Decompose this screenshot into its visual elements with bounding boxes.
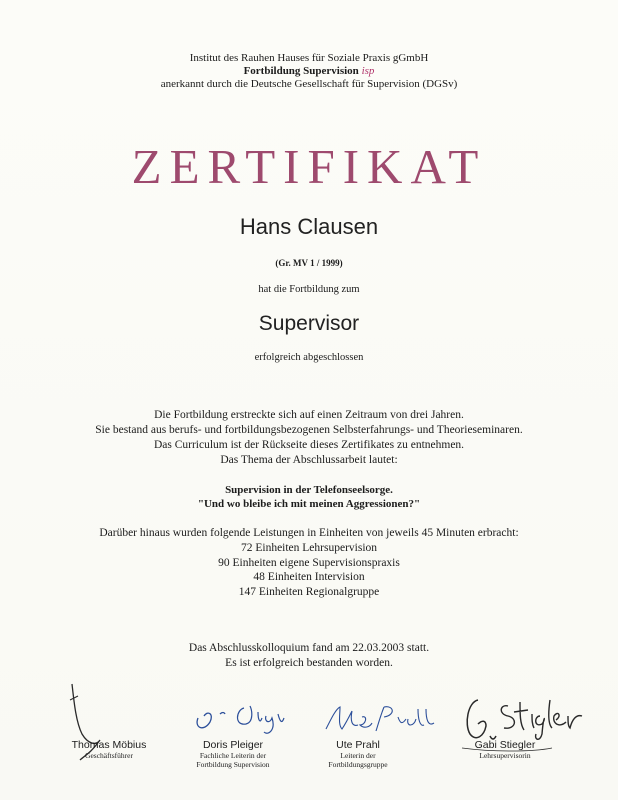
- program-name: Fortbildung Supervision: [243, 65, 359, 77]
- signatory-name: Ute Prahl: [336, 739, 380, 751]
- units-item: 90 Einheiten eigene Supervisionspraxis: [218, 557, 400, 569]
- program-suffix: isp: [361, 65, 375, 77]
- signatory-name: Thomas Möbius: [71, 739, 147, 751]
- signatory-role: Leiterin der: [340, 751, 376, 760]
- units-item: 48 Einheiten Intervision: [253, 571, 365, 583]
- holder-name: Hans Clausen: [239, 214, 379, 239]
- signatory-moebius: [54, 739, 164, 760]
- signatory-role-2: Fortbildungsgruppe: [328, 760, 388, 769]
- signatory-role: Lehrsupervisorin: [479, 751, 531, 760]
- description-line-3: Das Curriculum ist der Rückseite dieses Zertifikates zu entnehmen.: [153, 439, 465, 451]
- thesis-line-1: Supervision in der Telefonseelsorge.: [225, 484, 393, 496]
- signatory-stiegler: [450, 739, 560, 760]
- recognition-line: anerkannt durch die Deutsche Gesellschaft für Supervision (DGSv): [160, 78, 458, 90]
- signatory-role: Geschäftsführer: [85, 751, 133, 760]
- signatory-prahl: [308, 739, 408, 769]
- completed-outro: erfolgreich abgeschlossen: [254, 352, 364, 363]
- signatory-pleiger: [178, 739, 288, 769]
- completed-intro: hat die Fortbildung zum: [258, 284, 360, 295]
- signatory-role: Fachliche Leiterin der: [199, 751, 267, 760]
- units-item: 72 Einheiten Lehrsupervision: [240, 542, 378, 554]
- description-line-1: Die Fortbildung erstreckte sich auf einen Zeitraum von drei Jahren.: [154, 409, 464, 421]
- units-intro: Darüber hinaus wurden folgende Leistungen in Einheiten von jeweils 45 Minuten erbracht:: [99, 527, 519, 539]
- signatory-name: Gabi Stiegler: [474, 739, 536, 751]
- signature-pleiger: [192, 700, 302, 740]
- role-title: Supervisor: [258, 312, 360, 335]
- description-line-2: Sie bestand aus berufs- und fortbildungsbezogenen Selbsterfahrungs- und Theorieseminaren.: [95, 424, 523, 436]
- signature-prahl: [322, 703, 442, 737]
- certificate-title: ZERTIFIKAT: [131, 139, 487, 194]
- institute-name: Institut des Rauhen Hauses für Soziale Praxis gGmbH: [189, 52, 429, 64]
- thesis-line-2: "Und wo bleibe ich mit meinen Aggressionen?": [197, 498, 421, 510]
- colloquium-line-2: Es ist erfolgreich bestanden worden.: [225, 657, 393, 669]
- signatory-name: Doris Pleiger: [202, 739, 264, 751]
- colloquium-line-1: Das Abschlusskolloquium fand am 22.03.2003 statt.: [188, 642, 430, 654]
- units-item: 147 Einheiten Regionalgruppe: [238, 586, 380, 598]
- program-line: [0, 65, 618, 78]
- description-line-4: Das Thema der Abschlussarbeit lautet:: [220, 454, 398, 466]
- group-number: (Gr. MV 1 / 1999): [275, 258, 343, 268]
- signatory-role-2: Fortbildung Supervision: [196, 760, 270, 769]
